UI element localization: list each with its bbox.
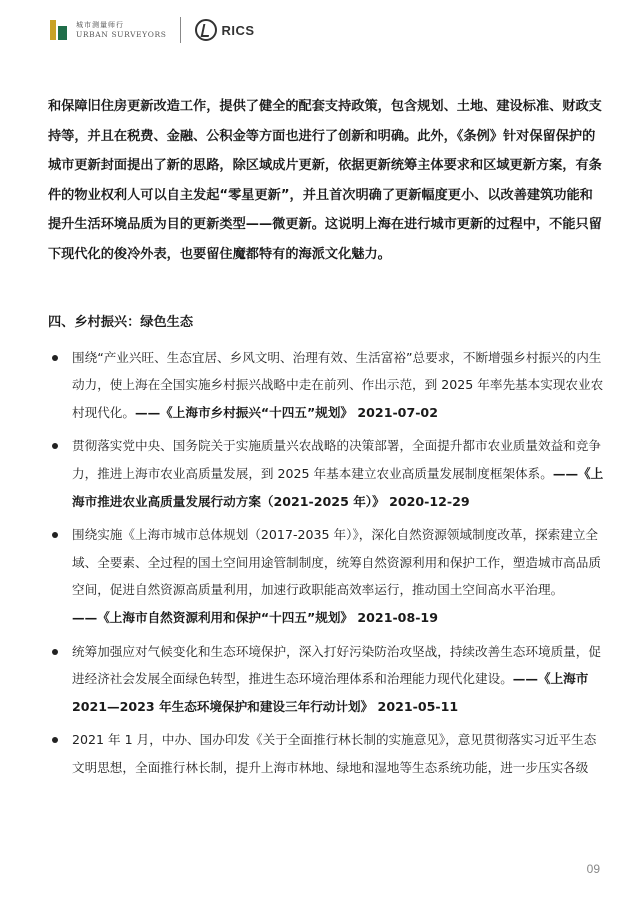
rics-logo-text: RICS xyxy=(221,22,255,38)
bullet-source: ——《上海市乡村振兴“十四五”规划》 2021-07-02 xyxy=(134,404,438,420)
page-number: 09 xyxy=(586,862,600,876)
section-title: 四、乡村振兴：绿色生态 xyxy=(48,314,194,330)
list-item xyxy=(48,432,604,515)
rics-logo-icon xyxy=(195,19,217,41)
list-item xyxy=(48,638,604,721)
bullet-text: 统筹加强应对气候变化和生态环境保护，深入打好污染防治攻坚战，持续改善生态环境质量，促进经济社会发展全面绿色转型，推进生态环境治理体系和治理能力现代化建设。 xyxy=(72,643,601,687)
lead-paragraph: 和保障旧住房更新改造工作，提供了健全的配套支持政策，包含规划、土地、建设标准、财政支持等，并且在税费、金融、公积金等方面也进行了创新和明确。此外，《条例》针对保留保护的城市更新封面提出了新的思路，除区域成片更新，依据更新统筹主体要求和区域更新方案，有条件的物业权利人可以自主发起“零星更新”，并且首次明确了更新幅度更小、以改善建筑功能和提升生活环境品质为目的更新类型——微更新。这说明上海在进行城市更新的过程中，不能只留下现代化的俊冷外表，也要留住魔都特有的海派文化魅力。 xyxy=(48,99,602,262)
bullet-list xyxy=(48,344,604,782)
bullet-text: 贯彻落实党中央、国务院关于实施质量兴农战略的决策部署，全面提升都市农业质量效益和竞争力，推进上海市农业高质量发展，到 2025 年基本建立农业高质量发展制度框架体系。 xyxy=(72,438,601,481)
page-content xyxy=(48,92,604,787)
header-divider xyxy=(180,17,181,43)
page-header xyxy=(48,14,255,46)
logo-en: URBAN SURVEYORS xyxy=(76,30,167,39)
bullet-source: ——《上海市 2021—2023 年生态环境保护和建设三年行动计划》 2021-05-11 xyxy=(72,671,589,714)
list-item xyxy=(48,521,604,631)
list-item xyxy=(48,344,604,427)
bullet-text: 围绕实施《上海市城市总体规划（2017-2035 年）》，深化自然资源领域制度改革，探索建立全域、全要素、全过程的国土空间用途管制制度，统筹自然资源利用和保护工作，塑造城市高品质空间，促进自然资源高质量利用，加速行政职能高效率运行，推动国土空间高水平治理。 xyxy=(72,527,601,598)
logo-cn: 城市测量师行 xyxy=(76,21,124,29)
urban-surveyors-logo-icon xyxy=(48,17,70,43)
urban-surveyors-logo-text xyxy=(76,20,166,40)
bullet-source: ——《上海市推进农业高质量发展行动方案（2021-2025 年）》 2020-12-29 xyxy=(72,465,604,509)
bullet-source: ——《上海市自然资源利用和保护“十四五”规划》 2021-08-19 xyxy=(72,609,438,625)
bullet-text: 围绕“产业兴旺、生态宜居、乡风文明、治理有效、生活富裕”总要求，不断增强乡村振兴的内生动力，使上海在全国实施乡村振兴战略中走在前列、作出示范，到 2025 年率先基本实现农业农村现代化。 xyxy=(72,349,604,420)
list-item xyxy=(48,726,604,781)
bullet-text: 2021 年 1 月，中办、国办印发《关于全面推行林长制的实施意见》，意见贯彻落实习近平生态文明思想，全面推行林长制，提升上海市林地、绿地和湿地等生态系统功能，进一步压实各级 xyxy=(72,732,597,775)
